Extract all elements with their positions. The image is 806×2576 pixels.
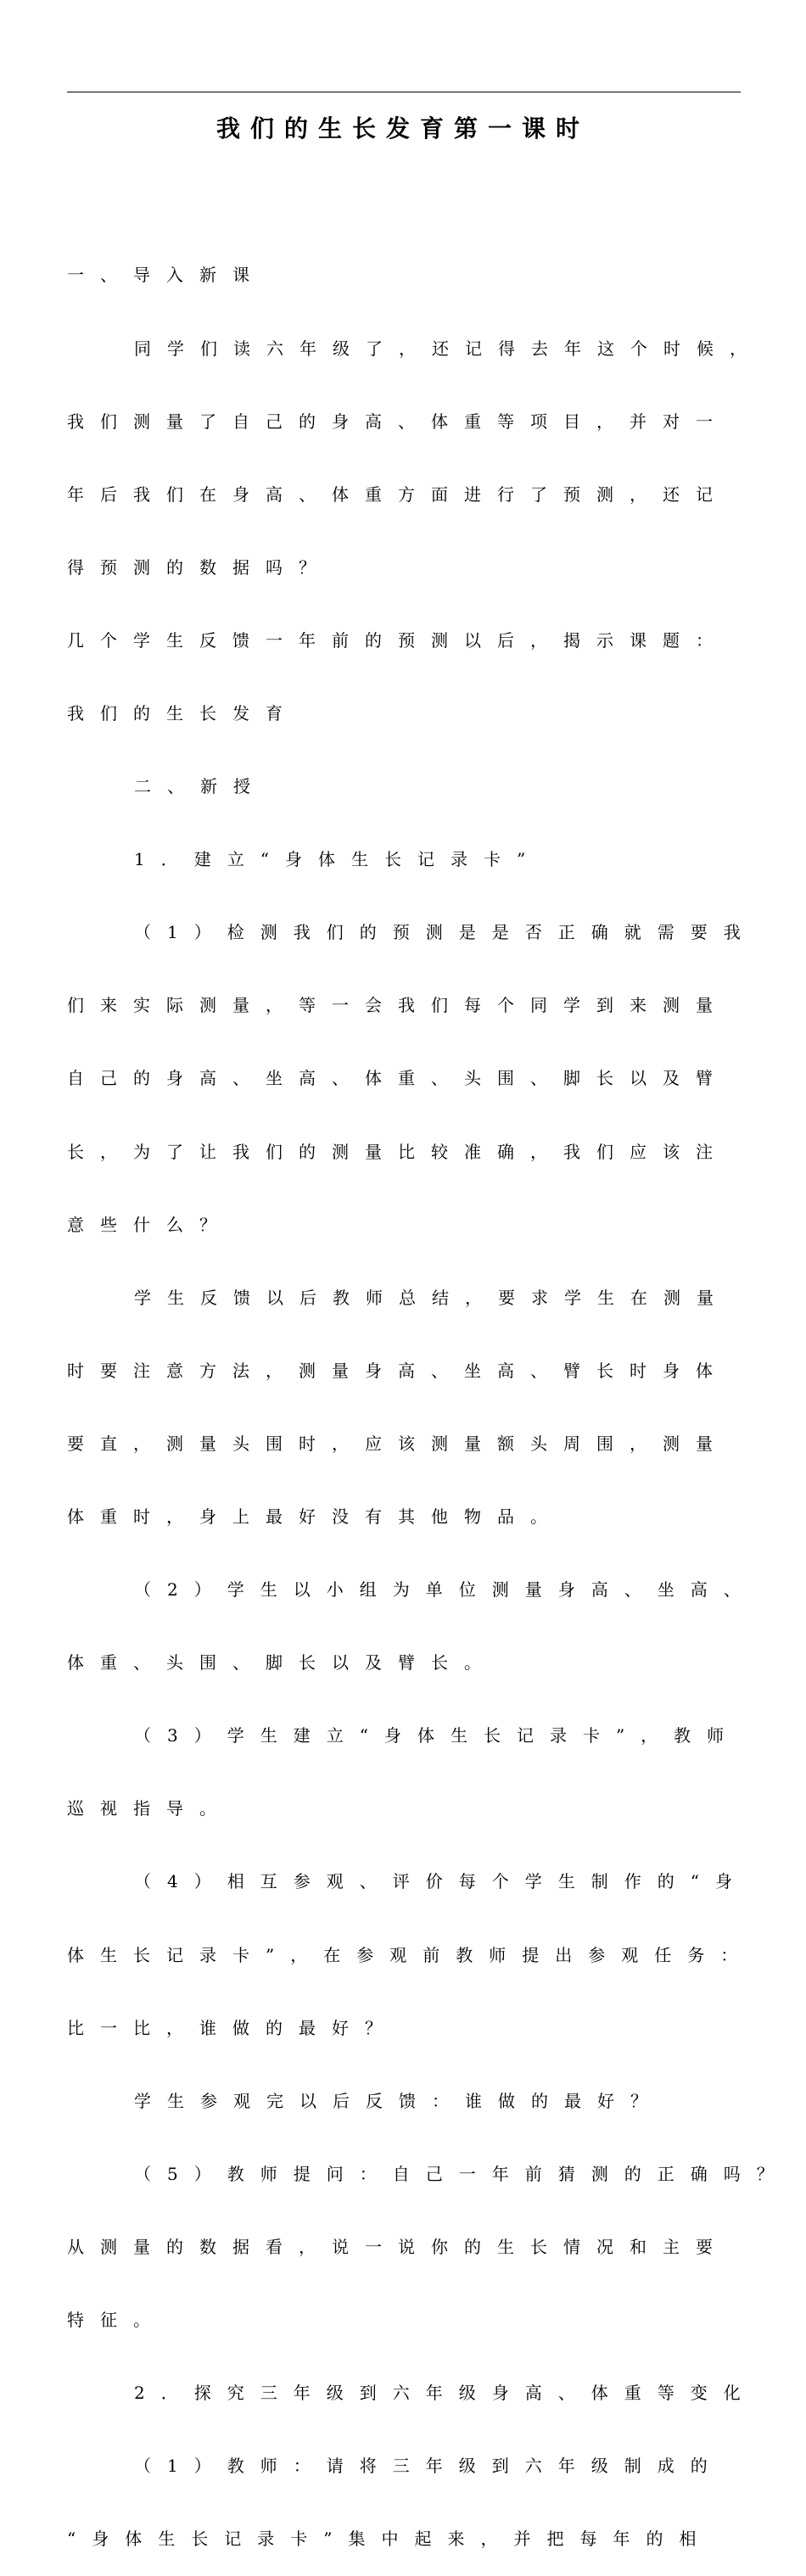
section-heading-new-lesson: 二、新授: [134, 776, 266, 797]
body-line: 从测量的数据看，说一说你的生长情况和主要: [67, 2236, 729, 2257]
body-line: 比一比，谁做的最好？: [67, 2017, 398, 2038]
body-line: 自己的身高、坐高、体重、头围、脚长以及臂: [67, 1068, 729, 1089]
body-line: （1）教师：请将三年级到六年级制成的: [134, 2456, 724, 2477]
subheading-record-card: 1．建立“身体生长记录卡”: [134, 849, 542, 870]
body-line: （1）检测我们的预测是是否正确就需要我: [134, 922, 757, 943]
body-line: 同学们读六年级了，还记得去年这个时候，: [134, 338, 763, 359]
document-body: [67, 215, 790, 2576]
body-line: 要直，测量头围时，应该测量额头周围，测量: [67, 1433, 729, 1454]
body-line: （3）学生建立“身体生长记录卡”，教师: [134, 1725, 741, 1746]
body-line: 巡视指导。: [67, 1798, 232, 1819]
body-line: （2）学生以小组为单位测量身高、坐高、: [134, 1579, 757, 1601]
body-line: 体生长记录卡”，在参观前教师提出参观任务：: [67, 1944, 754, 1965]
body-line: 我们的生长发育: [67, 702, 299, 724]
body-line: 意些什么？: [67, 1214, 232, 1235]
body-line: 体重时，身上最好没有其他物品。: [67, 1506, 563, 1527]
body-line: 年后我们在身高、体重方面进行了预测，还记: [67, 483, 729, 505]
document-title: 我们的生长发育第一课时: [215, 115, 590, 142]
body-line: 体重、头围、脚长以及臂长。: [67, 1652, 497, 1674]
body-line: 得预测的数据吗？: [67, 556, 332, 578]
body-line: 长，为了让我们的测量比较准确，我们应该注: [67, 1141, 729, 1162]
body-line: （4）相互参观、评价每个学生制作的“身: [134, 1871, 748, 1892]
body-line: 几个学生反馈一年前的预测以后，揭示课题：: [67, 629, 729, 651]
body-line: 我们测量了自己的身高、体重等项目，并对一: [67, 411, 729, 432]
body-line: 学生参观完以后反馈：谁做的最好？: [134, 2090, 663, 2111]
subheading-grade-changes: 2．探究三年级到六年级身高、体重等变化: [134, 2383, 757, 2404]
body-line: 们来实际测量，等一会我们每个同学到来测量: [67, 995, 729, 1016]
body-line: （5）教师提问：自己一年前猜测的正确吗？: [134, 2163, 790, 2184]
body-line: 时要注意方法，测量身高、坐高、臂长时身体: [67, 1360, 729, 1381]
body-line: 学生反馈以后教师总结，要求学生在测量: [134, 1287, 730, 1308]
body-line: “身体生长记录卡”集中起来，并把每年的相: [67, 2529, 713, 2550]
section-heading-intro: 一、导入新课: [67, 265, 266, 286]
body-line: 特征。: [67, 2310, 166, 2331]
